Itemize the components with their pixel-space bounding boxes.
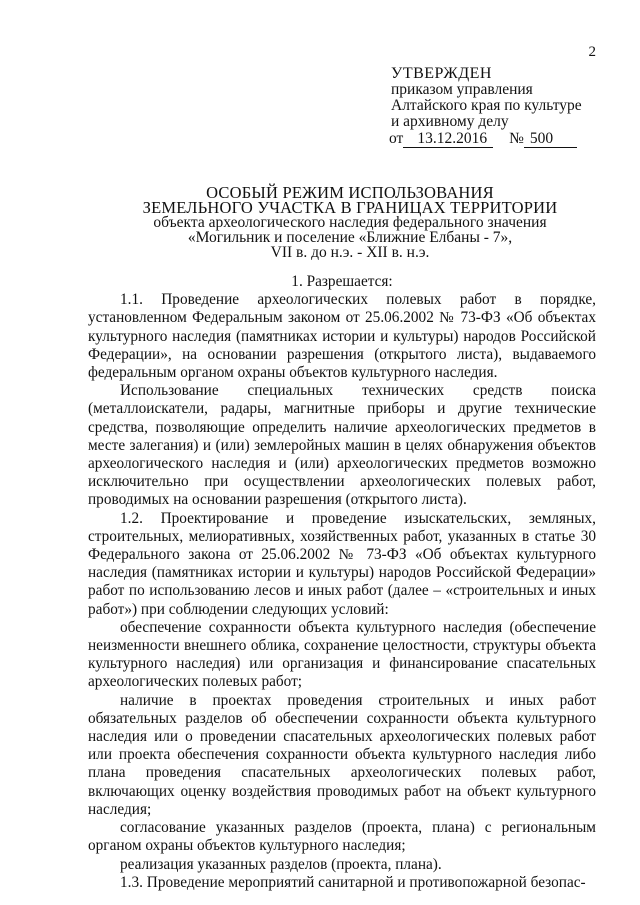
heading-line: ЗЕМЕЛЬНОГО УЧАСТКА В ГРАНИЦАХ ТЕРРИТОРИИ xyxy=(142,198,558,217)
order-date: 13.12.2016 xyxy=(403,131,493,148)
paragraph: 1.2. Проектирование и проведение изыскательских, земляных, строительных, мелиоративных, хозяйственных работ, указанных в статье 30 Федерального закона от 25.06.2002 № 73-ФЗ «Об объектах культурного наследия (памятниках истории и культуры) народов Российской Федерации» работ по использованию лесов и иных работ (далее – «строительных и иных работ») при соблюдении следующих условий: xyxy=(88,509,596,618)
page-number: 2 xyxy=(588,44,596,60)
paragraph: 1.1. Проведение археологических полевых работ в порядке, установленном Федеральным законом от 25.06.2002 № 73-ФЗ «Об объектах культурного наследия (памятниках истории и культуры) народов Российской Федерации», на основании разрешения (открытого листа), выдаваемого федеральным органом охраны объектов культурного наследия. xyxy=(88,291,596,382)
paragraph: обеспечение сохранности объекта культурного наследия (обеспечение неизменности внешнего облика, сохранение целостности, структуры объекта культурного наследия) или организация и финансирование спасательных археологических полевых работ; xyxy=(88,618,596,691)
order-number: 500 xyxy=(524,131,577,148)
heading-line: ОСОБЫЙ РЕЖИМ ИСПОЛЬЗОВАНИЯ xyxy=(206,183,494,202)
section-title: 1. Разрешается: xyxy=(291,273,393,290)
paragraph: наличие в проектах проведения строительных и иных работ обязательных разделов об обеспечении сохранности объекта культурного наследия или о проведении спасательных археологических полевых работ или проекта обеспечения сохранности объекта культурного наследия либо плана проведения спасательных археологических полевых работ, включающих оценку воздействия проводимых работ на объект культурного наследия; xyxy=(88,691,596,818)
paragraph: реализация указанных разделов (проекта, плана). xyxy=(120,855,442,873)
heading-line: «Могильник и поселение «Ближние Елбаны - 7», xyxy=(187,229,513,246)
approval-title: УТВЕРЖДЕН xyxy=(391,65,492,82)
approval-line: Алтайского края по культуре xyxy=(391,97,582,114)
paragraph: 1.3. Проведение мероприятий санитарной и противопожарной безопас- xyxy=(120,873,586,891)
date-prefix: от xyxy=(389,130,404,147)
number-prefix: № xyxy=(509,130,524,147)
approval-line: приказом управления xyxy=(391,81,533,98)
document-body xyxy=(88,273,596,892)
approval-block xyxy=(391,66,582,148)
heading-line: VII в. до н.э. - XII в. н.э. xyxy=(270,244,430,261)
document-heading xyxy=(100,185,600,260)
order-date-number xyxy=(389,131,582,148)
approval-line: и архивному делу xyxy=(391,113,509,130)
paragraph: Использование специальных технических средств поиска (металлоискатели, радары, магнитные приборы и другие технические средства, позволяющие определить наличие археологических предметов в месте залегания) и (или) землеройных машин в целях обнаружения объектов археологического наследия и (или) археологических предметов возможно исключительно при осуществлении археологических полевых работ, проводимых на основании разрешения (открытого листа). xyxy=(88,382,596,509)
paragraph: согласование указанных разделов (проекта, плана) с региональным органом охраны объектов культурного наследия; xyxy=(88,819,596,855)
heading-line: объекта археологического наследия федерального значения xyxy=(153,214,547,231)
